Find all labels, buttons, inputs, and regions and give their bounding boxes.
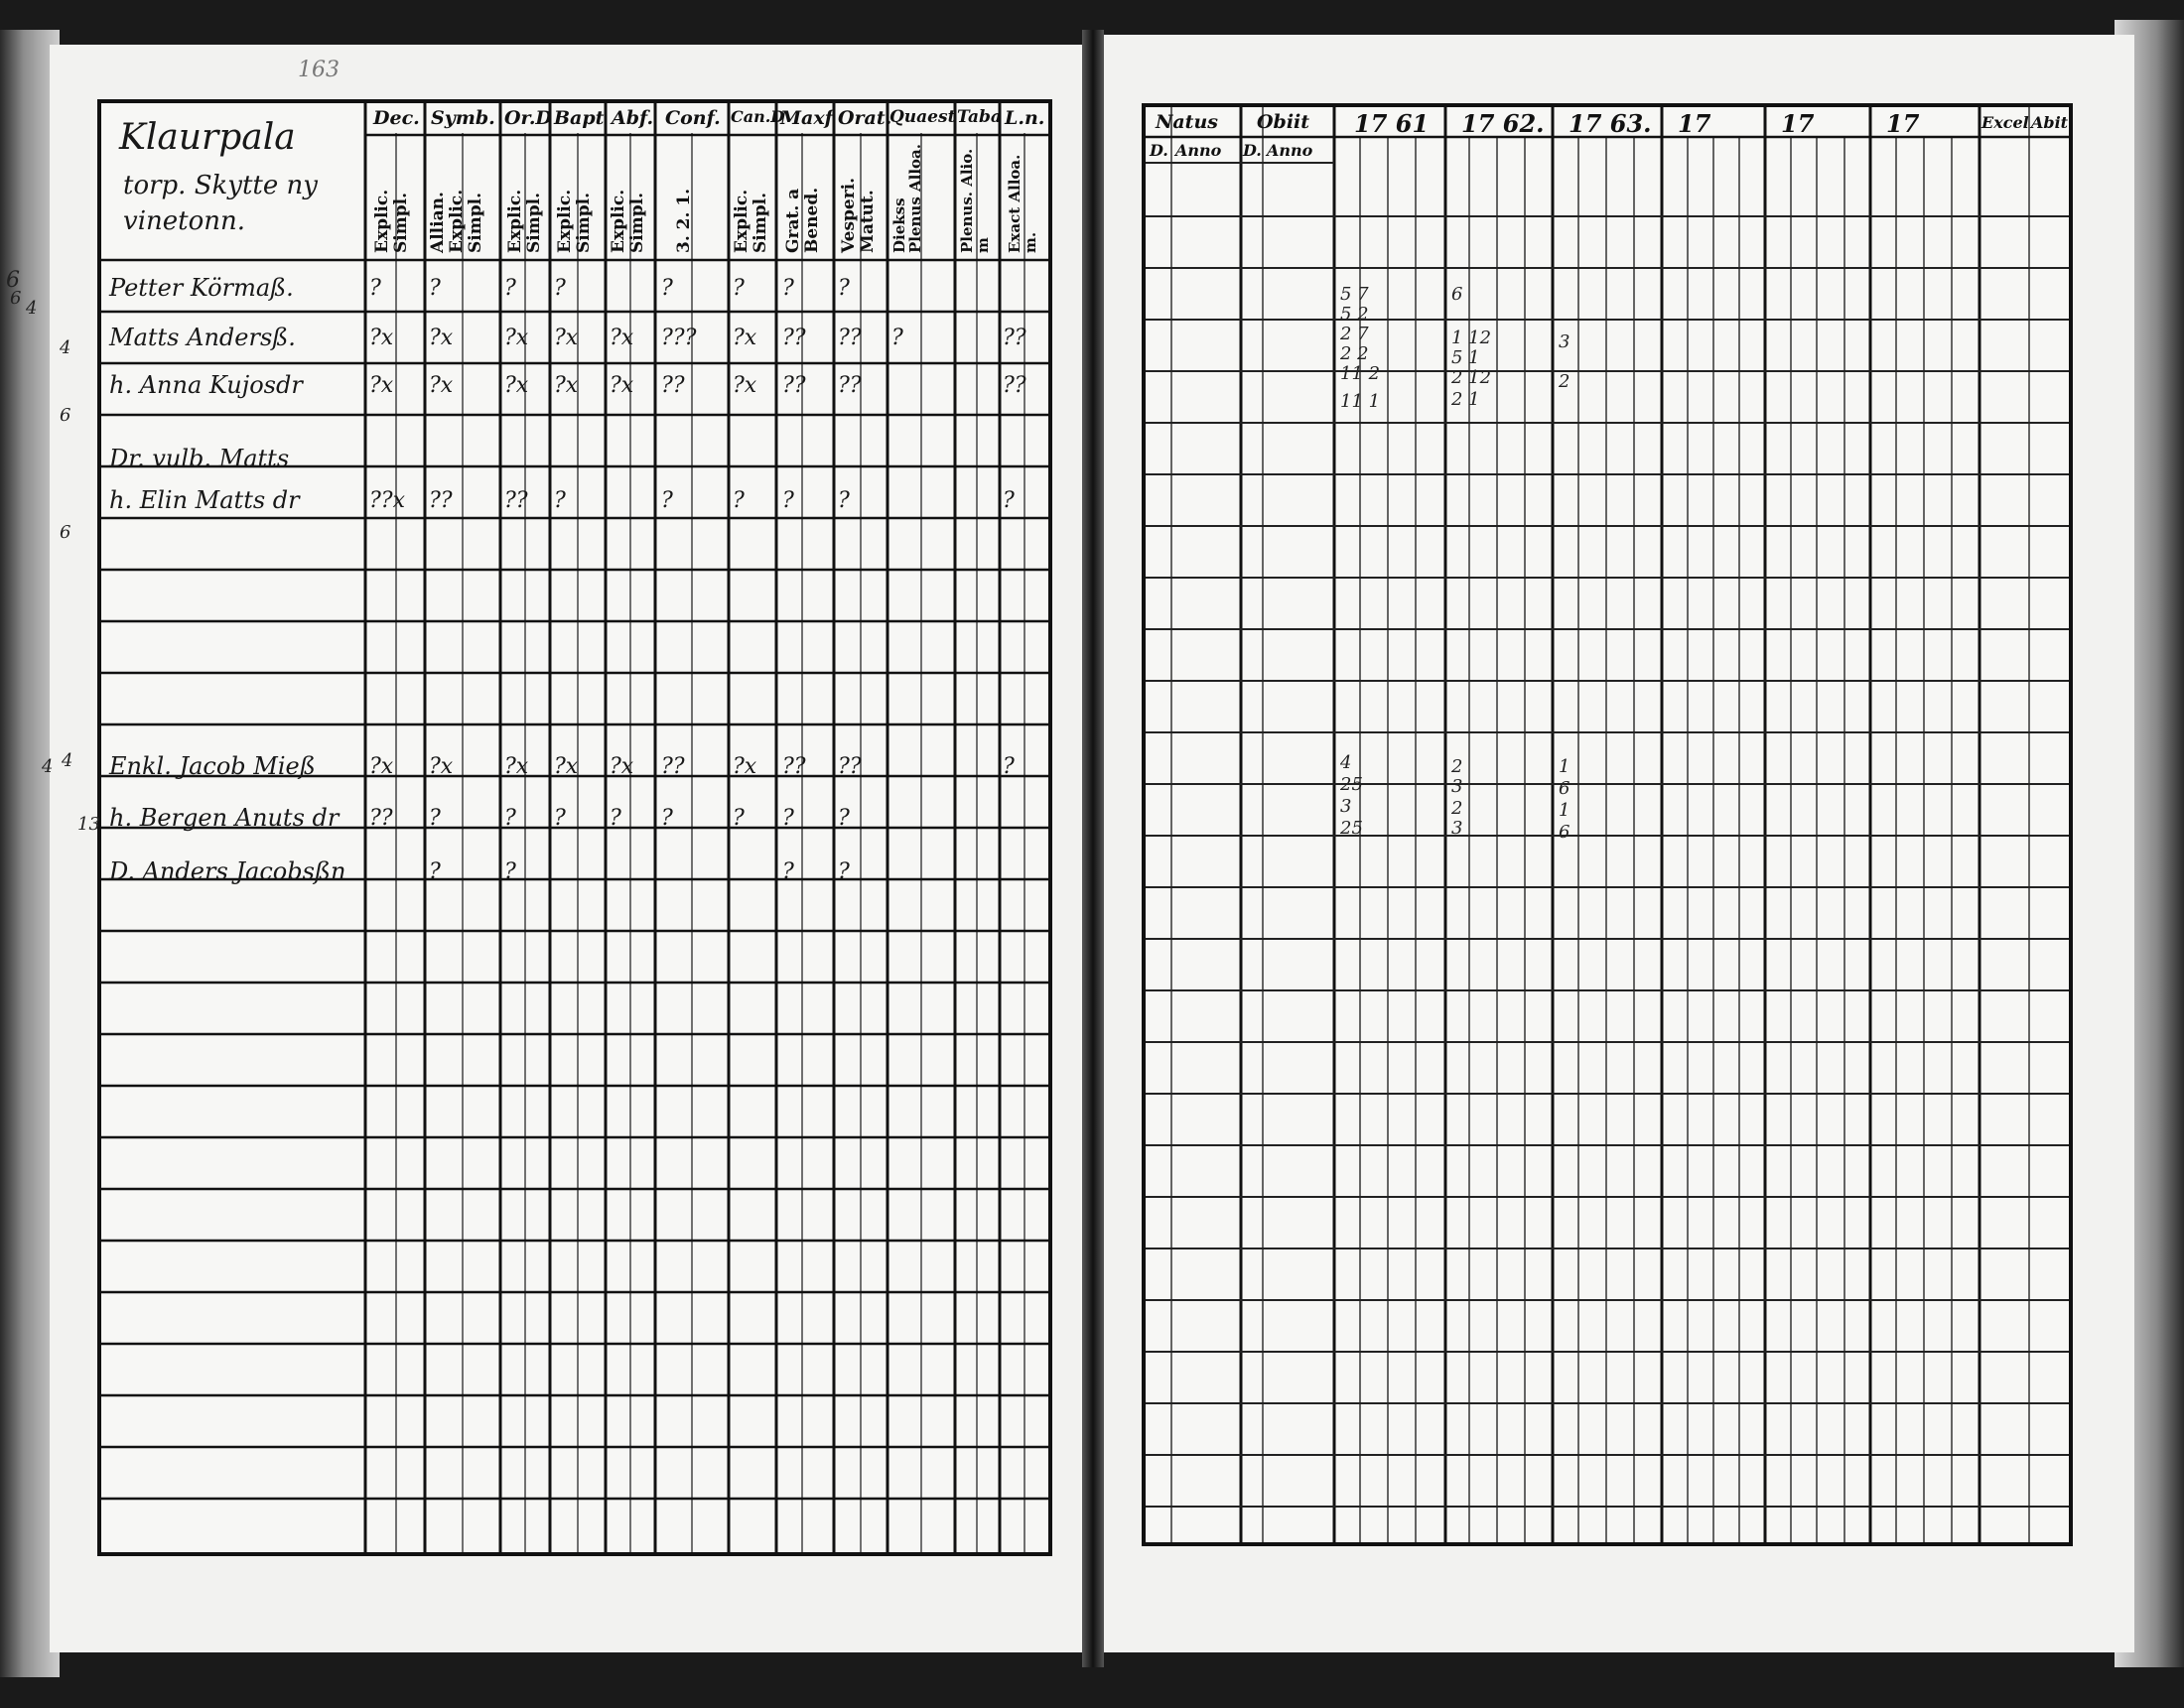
exam-mark: ?x <box>369 326 394 350</box>
exam-mark: ? <box>891 326 903 350</box>
exam-mark: ?x <box>610 326 634 350</box>
col-header-obiit: Obiit <box>1257 111 1310 133</box>
margin-note: 4 <box>42 756 54 777</box>
exam-mark: ?x <box>369 754 394 779</box>
margin-note: 4 <box>26 298 38 319</box>
year-mark: 25 <box>1340 818 1363 839</box>
exam-mark: ? <box>838 488 850 513</box>
year-mark: 2 <box>1559 371 1570 392</box>
person-name: Dr. vulb. Matts <box>109 445 290 472</box>
exam-mark: ?x <box>369 373 394 398</box>
exam-mark: ? <box>1003 488 1015 513</box>
exam-mark: ?x <box>504 754 529 779</box>
col-header-natus: Natus <box>1156 111 1218 133</box>
exam-mark: ? <box>429 276 441 301</box>
margin-note: 6 <box>6 268 20 293</box>
exam-mark: ?? <box>369 806 393 831</box>
year-mark: 3 <box>1451 776 1463 797</box>
col-header-conf: Conf. <box>665 107 721 129</box>
exam-mark: ? <box>838 859 850 884</box>
col-header-17b: 17 <box>1781 109 1815 138</box>
exam-mark: ? <box>661 488 673 513</box>
exam-mark: ?? <box>782 754 806 779</box>
person-name: D. Anders Jacobsßn <box>109 857 346 885</box>
exam-mark: ? <box>782 276 794 301</box>
col-header-abs: Abf. <box>612 107 654 129</box>
sub-header-cand: Explic. Simpl. <box>732 189 770 253</box>
col-header-cand: Can.D <box>731 107 785 126</box>
exam-mark: ? <box>782 806 794 831</box>
exam-mark: ? <box>733 488 745 513</box>
left-ledger-table <box>97 99 1052 1556</box>
year-mark: 25 <box>1340 774 1363 795</box>
exam-mark: ?? <box>1003 373 1026 398</box>
household-title: Klaurpala <box>119 117 296 158</box>
exam-mark: ? <box>369 276 381 301</box>
exam-mark: ?? <box>838 326 862 350</box>
col-header-1762: 17 62. <box>1461 109 1545 138</box>
year-mark: 1 12 <box>1451 328 1492 348</box>
exam-mark: ?? <box>782 373 806 398</box>
exam-mark: ?x <box>429 326 454 350</box>
margin-note: 6 <box>60 522 71 543</box>
person-name: h. Bergen Anuts dr <box>109 804 340 832</box>
right-ledger-table <box>1142 103 2073 1546</box>
year-mark: 6 <box>1451 284 1463 305</box>
col-header-symb: Symb. <box>431 107 495 129</box>
year-mark: 4 <box>1340 752 1352 773</box>
margin-note: 4 <box>60 337 71 358</box>
exam-mark: ?? <box>1003 326 1026 350</box>
exam-mark: ? <box>504 806 516 831</box>
year-mark: 1 <box>1559 800 1570 821</box>
exam-mark: ?x <box>733 373 757 398</box>
year-mark: 3 <box>1451 818 1463 839</box>
margin-note: 13 <box>77 814 100 835</box>
year-mark: 6 <box>1559 778 1570 799</box>
page-number: 163 <box>298 58 340 82</box>
year-mark: 5 2 <box>1340 304 1369 325</box>
exam-mark: ?x <box>504 326 529 350</box>
exam-mark: ? <box>1003 754 1015 779</box>
col-header-17c: 17 <box>1886 109 1920 138</box>
household-subtitle-2: vinetonn. <box>123 206 245 236</box>
margin-note: 4 <box>62 750 73 771</box>
exam-mark: ? <box>733 276 745 301</box>
year-mark: 6 <box>1559 822 1570 843</box>
year-mark: 11 2 <box>1340 363 1381 384</box>
exam-mark: ? <box>554 488 566 513</box>
year-mark: 2 2 <box>1340 343 1369 364</box>
sub-header-ord: Explic. Simpl. <box>505 189 544 253</box>
exam-mark: ?x <box>429 754 454 779</box>
right-ledger-grid <box>1146 107 2069 1542</box>
col-header-ln: L.n. <box>1005 107 1045 129</box>
book-gutter <box>1082 30 1104 1667</box>
margin-note: 6 <box>60 405 71 426</box>
year-mark: 2 7 <box>1340 324 1369 344</box>
sub-header-symb: Allian. Explic. Simpl. <box>428 189 485 253</box>
year-mark: 3 <box>1559 331 1570 352</box>
exam-mark: ?x <box>610 373 634 398</box>
sub-header-maxf: Grat. a Bened. <box>783 187 822 253</box>
exam-mark: ?x <box>554 373 579 398</box>
col-header-excel: Excel <box>1981 113 2029 132</box>
exam-mark: ? <box>504 276 516 301</box>
person-name: Petter Körmaß. <box>109 274 294 302</box>
household-subtitle: torp. Skytte ny <box>123 171 318 200</box>
sub-header-conf: 3. 2. 1. <box>674 188 694 253</box>
year-mark: 5 7 <box>1340 284 1369 305</box>
sub-header-obiit-d: D. <box>1243 141 1262 160</box>
year-mark: 5 1 <box>1451 347 1480 368</box>
exam-mark: ?x <box>554 326 579 350</box>
year-mark: 11 1 <box>1340 391 1381 412</box>
exam-mark: ?? <box>661 373 685 398</box>
col-header-quaest: Quaest <box>889 107 956 127</box>
sub-header-orat: Vesperi. Matut. <box>839 177 878 253</box>
exam-mark: ?x <box>504 373 529 398</box>
year-mark: 2 <box>1451 756 1463 777</box>
col-header-1763: 17 63. <box>1569 109 1652 138</box>
exam-mark: ?? <box>429 488 453 513</box>
exam-mark: ??? <box>661 326 697 350</box>
sub-header-quaest: Diekss Plenus Alloa. <box>890 144 924 253</box>
col-header-1761: 17 61 <box>1354 109 1430 138</box>
exam-mark: ?x <box>429 373 454 398</box>
year-mark: 2 <box>1451 798 1463 819</box>
exam-mark: ? <box>429 859 441 884</box>
col-header-ord: Or.D <box>504 107 552 129</box>
col-header-orat: Orat. <box>838 107 892 129</box>
person-name: h. Anna Kujosdr <box>109 371 303 399</box>
exam-mark: ? <box>733 806 745 831</box>
sub-header-taba: Plenus. Alio. m <box>958 148 992 253</box>
col-header-taba: Taba <box>957 107 1002 127</box>
exam-mark: ? <box>838 276 850 301</box>
sub-header-ln: Exact Alloa. m. <box>1006 154 1039 253</box>
year-mark: 1 <box>1559 756 1570 777</box>
exam-mark: ? <box>661 276 673 301</box>
col-header-dec: Dec. <box>373 107 420 129</box>
exam-mark: ? <box>782 488 794 513</box>
exam-mark: ? <box>838 806 850 831</box>
exam-mark: ? <box>661 806 673 831</box>
sub-header-obiit-anno: Anno <box>1267 141 1313 160</box>
col-header-abit: Abit <box>2031 113 2069 132</box>
exam-mark: ?x <box>610 754 634 779</box>
exam-mark: ? <box>504 859 516 884</box>
exam-mark: ?? <box>782 326 806 350</box>
person-name: Matts Andersß. <box>109 324 296 351</box>
exam-mark: ? <box>554 276 566 301</box>
year-mark: 2 12 <box>1451 367 1492 388</box>
exam-mark: ? <box>554 806 566 831</box>
col-header-17a: 17 <box>1678 109 1711 138</box>
sub-header-natus-anno: Anno <box>1175 141 1222 160</box>
sub-header-bapt: Explic. Simpl. <box>555 189 594 253</box>
exam-mark: ? <box>610 806 621 831</box>
sub-header-dec: Explic. Simpl. <box>372 189 411 253</box>
col-header-maxf: Maxf <box>780 107 833 129</box>
exam-mark: ??x <box>369 488 405 513</box>
exam-mark: ?? <box>838 754 862 779</box>
year-mark: 3 <box>1340 796 1352 817</box>
sub-header-natus-d: D. <box>1150 141 1168 160</box>
col-header-bapt: Bapt <box>554 107 605 129</box>
exam-mark: ? <box>429 806 441 831</box>
person-name: h. Elin Matts dr <box>109 486 300 514</box>
exam-mark: ? <box>782 859 794 884</box>
year-mark: 2 1 <box>1451 389 1480 410</box>
exam-mark: ?x <box>733 754 757 779</box>
person-name: Enkl. Jacob Mieß <box>109 752 316 780</box>
exam-mark: ?? <box>661 754 685 779</box>
margin-note: 6 <box>10 288 22 309</box>
exam-mark: ?? <box>838 373 862 398</box>
exam-mark: ?? <box>504 488 528 513</box>
exam-mark: ?x <box>733 326 757 350</box>
exam-mark: ?x <box>554 754 579 779</box>
sub-header-abs: Explic. Simpl. <box>609 189 647 253</box>
